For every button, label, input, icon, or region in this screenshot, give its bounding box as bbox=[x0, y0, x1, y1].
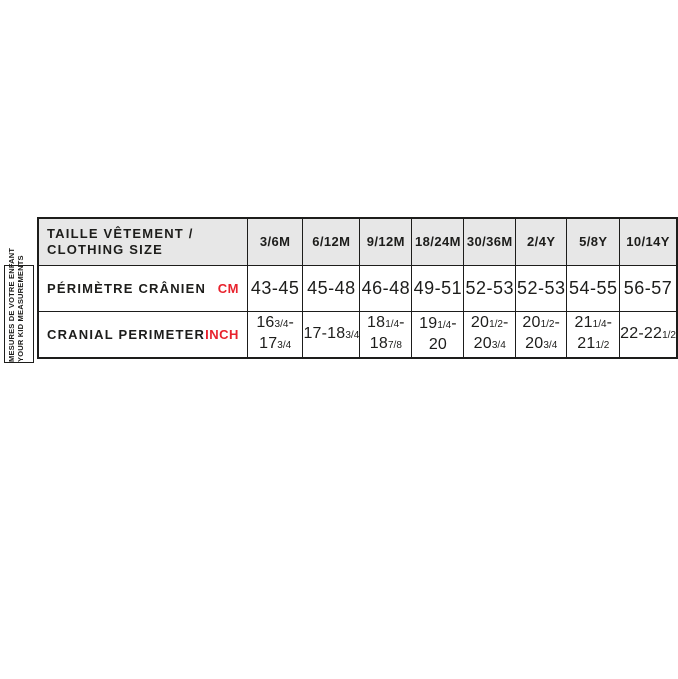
value-cell: 45-48 bbox=[303, 265, 360, 311]
fraction: 3/4 bbox=[491, 340, 506, 352]
value-cell: 22-221/2 bbox=[620, 311, 677, 358]
value-cell: 181/4- 187/8 bbox=[360, 311, 412, 358]
column-header: 6/12M bbox=[303, 218, 360, 265]
fraction: 1/2 bbox=[489, 319, 503, 331]
side-label-fr: MESURES DE VOTRE ENFANT bbox=[7, 247, 16, 362]
column-header: 3/6M bbox=[247, 218, 302, 265]
clothing-size-header-line1: TAILLE VÊTEMENT / bbox=[47, 225, 194, 241]
column-header: 30/36M bbox=[464, 218, 516, 265]
column-header: 2/4Y bbox=[515, 218, 567, 265]
value-cell: 211/4- 211/2 bbox=[567, 311, 620, 358]
value-cell: 54-55 bbox=[567, 265, 620, 311]
fraction: 1/4 bbox=[592, 319, 607, 331]
row-label: PÉRIMÈTRE CRÂNIEN bbox=[47, 280, 207, 296]
value-cell: 201/2- 203/4 bbox=[464, 311, 516, 358]
row-label-cell bbox=[38, 311, 247, 358]
column-header: 18/24M bbox=[412, 218, 464, 265]
column-header: 5/8Y bbox=[567, 218, 620, 265]
fraction: 3/4 bbox=[543, 340, 558, 352]
value-cell: 52-53 bbox=[464, 265, 516, 311]
size-chart-table bbox=[37, 217, 678, 359]
header-row bbox=[38, 218, 677, 265]
fraction: 1/2 bbox=[595, 340, 610, 352]
value-cell: 201/2- 203/4 bbox=[515, 311, 567, 358]
row-label: CRANIAL PERIMETER bbox=[47, 326, 206, 342]
side-measurements-label bbox=[7, 247, 31, 362]
column-header: 10/14Y bbox=[620, 218, 677, 265]
value-cell: 17-183/4 bbox=[303, 311, 360, 358]
clothing-size-header-line2: CLOTHING SIZE bbox=[47, 241, 163, 257]
value-cell: 56-57 bbox=[620, 265, 677, 311]
value-cell: 163/4- 173/4 bbox=[247, 311, 302, 358]
data-row bbox=[38, 265, 677, 311]
data-row bbox=[38, 311, 677, 358]
value-cell: 52-53 bbox=[515, 265, 567, 311]
value-cell: 43-45 bbox=[247, 265, 302, 311]
fraction: 7/8 bbox=[388, 340, 402, 352]
value-cell: 191/4- 20 bbox=[412, 311, 464, 358]
fraction: 1/2 bbox=[662, 329, 676, 341]
fraction: 3/4 bbox=[345, 329, 360, 341]
fraction: 3/4 bbox=[277, 340, 292, 352]
fraction: 1/2 bbox=[540, 319, 555, 331]
side-measurements-box bbox=[4, 247, 34, 363]
fraction: 3/4 bbox=[274, 319, 289, 331]
unit-label: INCH bbox=[205, 326, 239, 342]
value-cell: 46-48 bbox=[360, 265, 412, 311]
unit-label: CM bbox=[217, 280, 239, 296]
clothing-size-header bbox=[38, 218, 247, 265]
value-cell: 49-51 bbox=[412, 265, 464, 311]
side-label-en: YOUR KID MEASUREMENTS bbox=[16, 255, 25, 362]
fraction: 1/4 bbox=[385, 319, 400, 331]
fraction: 1/4 bbox=[437, 320, 452, 332]
column-header: 9/12M bbox=[360, 218, 412, 265]
row-label-cell bbox=[38, 265, 247, 311]
